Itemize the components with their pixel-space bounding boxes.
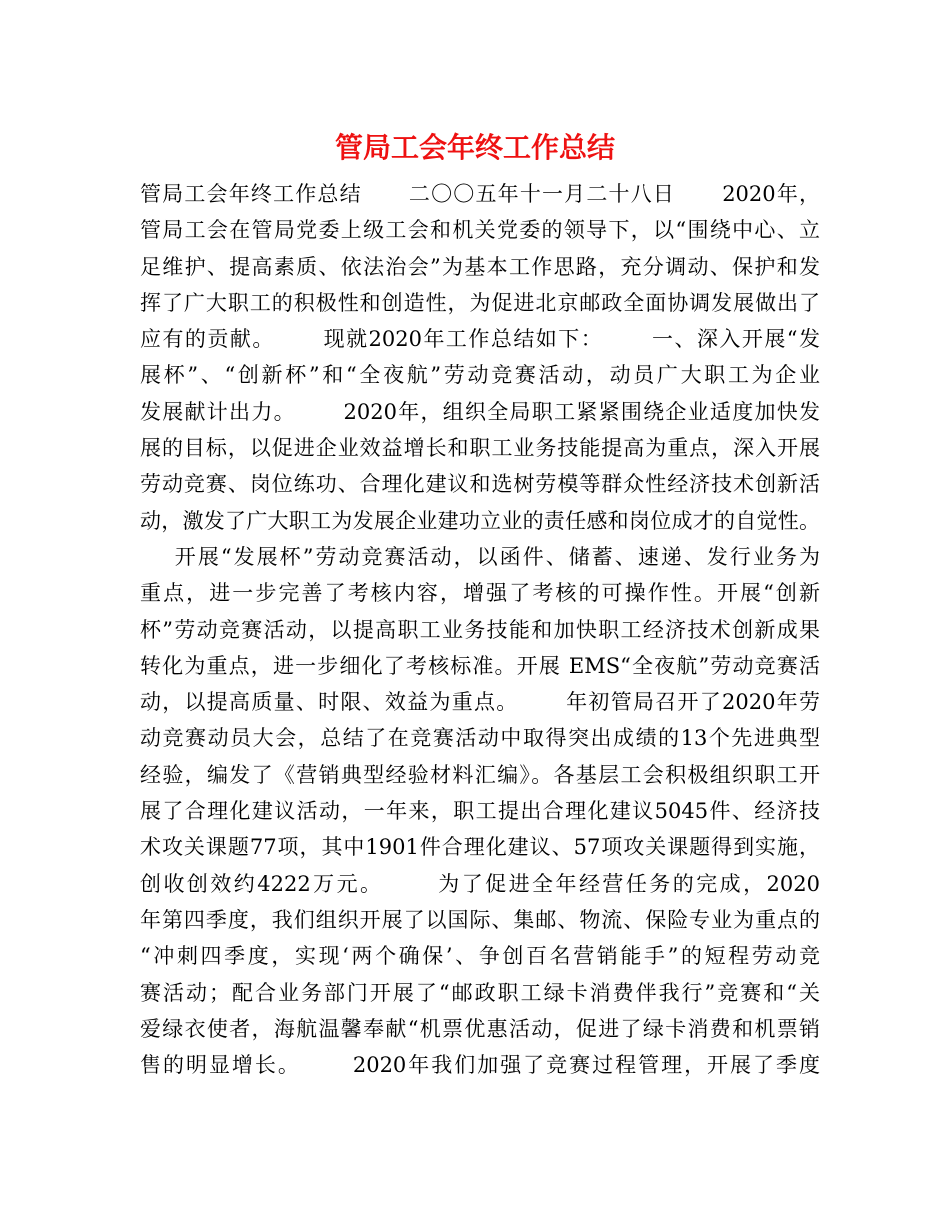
body-line: 展的目标，以促进企业效益增长和职工业务技能提高为重点，深入开展: [140, 436, 820, 461]
body-line: 经验，编发了《营销典型经验材料汇编》。各基层工会积极组织职工开: [140, 762, 820, 787]
body-line: 展杯”、“创新杯”和“全夜航”劳动竞赛活动，动员广大职工为企业: [140, 363, 820, 388]
body-line: 年第四季度，我们组织开展了以国际、集邮、物流、保险专业为重点的: [140, 907, 820, 932]
body-line: 应有的贡献。 现就2020年工作总结如下： 一、深入开展“发: [140, 327, 820, 352]
body-line: 重点，进一步完善了考核内容，增强了考核的可操作性。开展“创新: [140, 581, 820, 606]
body-line: 动，以提高质量、时限、效益为重点。 年初管局召开了2020年劳: [140, 690, 820, 715]
body-line: 开展“发展杯”劳动竞赛活动，以函件、储蓄、速递、发行业务为: [140, 544, 820, 569]
body-line: 管局工会在管局党委上级工会和机关党委的领导下，以“围绕中心、立: [140, 218, 820, 243]
body-line: 术攻关课题77项，其中1901件合理化建议、57项攻关课题得到实施，: [140, 835, 820, 860]
body-line: 挥了广大职工的积极性和创造性，为促进北京邮政全面协调发展做出了: [140, 290, 820, 315]
body-line: 赛活动；配合业务部门开展了“邮政职工绿卡消费伴我行”竞赛和“关: [140, 980, 820, 1005]
body-line: 售的明显增长。 2020年我们加强了竞赛过程管理，开展了季度: [140, 1053, 820, 1078]
body-line: 发展献计出力。 2020年，组织全局职工紧紧围绕企业适度加快发: [140, 399, 820, 424]
body-line: “冲刺四季度，实现‘两个确保’、争创百名营销能手”的短程劳动竞: [140, 944, 820, 969]
body-line: 杯”劳动竞赛活动，以提高职工业务技能和加快职工经济技术创新成果: [140, 617, 820, 642]
document-title: 管局工会年终工作总结: [334, 131, 615, 164]
document-body: [140, 176, 820, 1083]
body-line: 创收创效约4222万元。 为了促进全年经营任务的完成，2020: [140, 871, 820, 896]
body-line: 转化为重点，进一步细化了考核标准。开展 EMS“全夜航”劳动竞赛活: [140, 653, 820, 678]
body-line: 爱绿衣使者，海航温馨奉献“机票优惠活动，促进了绿卡消费和机票销: [140, 1016, 820, 1041]
body-line: 展了合理化建议活动，一年来，职工提出合理化建议5045件、经济技: [140, 799, 820, 824]
body-line: 动竞赛动员大会，总结了在竞赛活动中取得突出成绩的13个先进典型: [140, 726, 820, 751]
body-line: 管局工会年终工作总结 二〇〇五年十一月二十八日 2020年，: [140, 182, 820, 206]
body-line: 足维护、提高素质、依法治会”为基本工作思路，充分调动、保护和发: [140, 254, 820, 279]
body-line: 动，激发了广大职工为发展企业建功立业的责任感和岗位成才的自觉性。: [140, 508, 820, 533]
body-line: 劳动竞赛、岗位练功、合理化建议和选树劳模等群众性经济技术创新活: [140, 472, 820, 497]
